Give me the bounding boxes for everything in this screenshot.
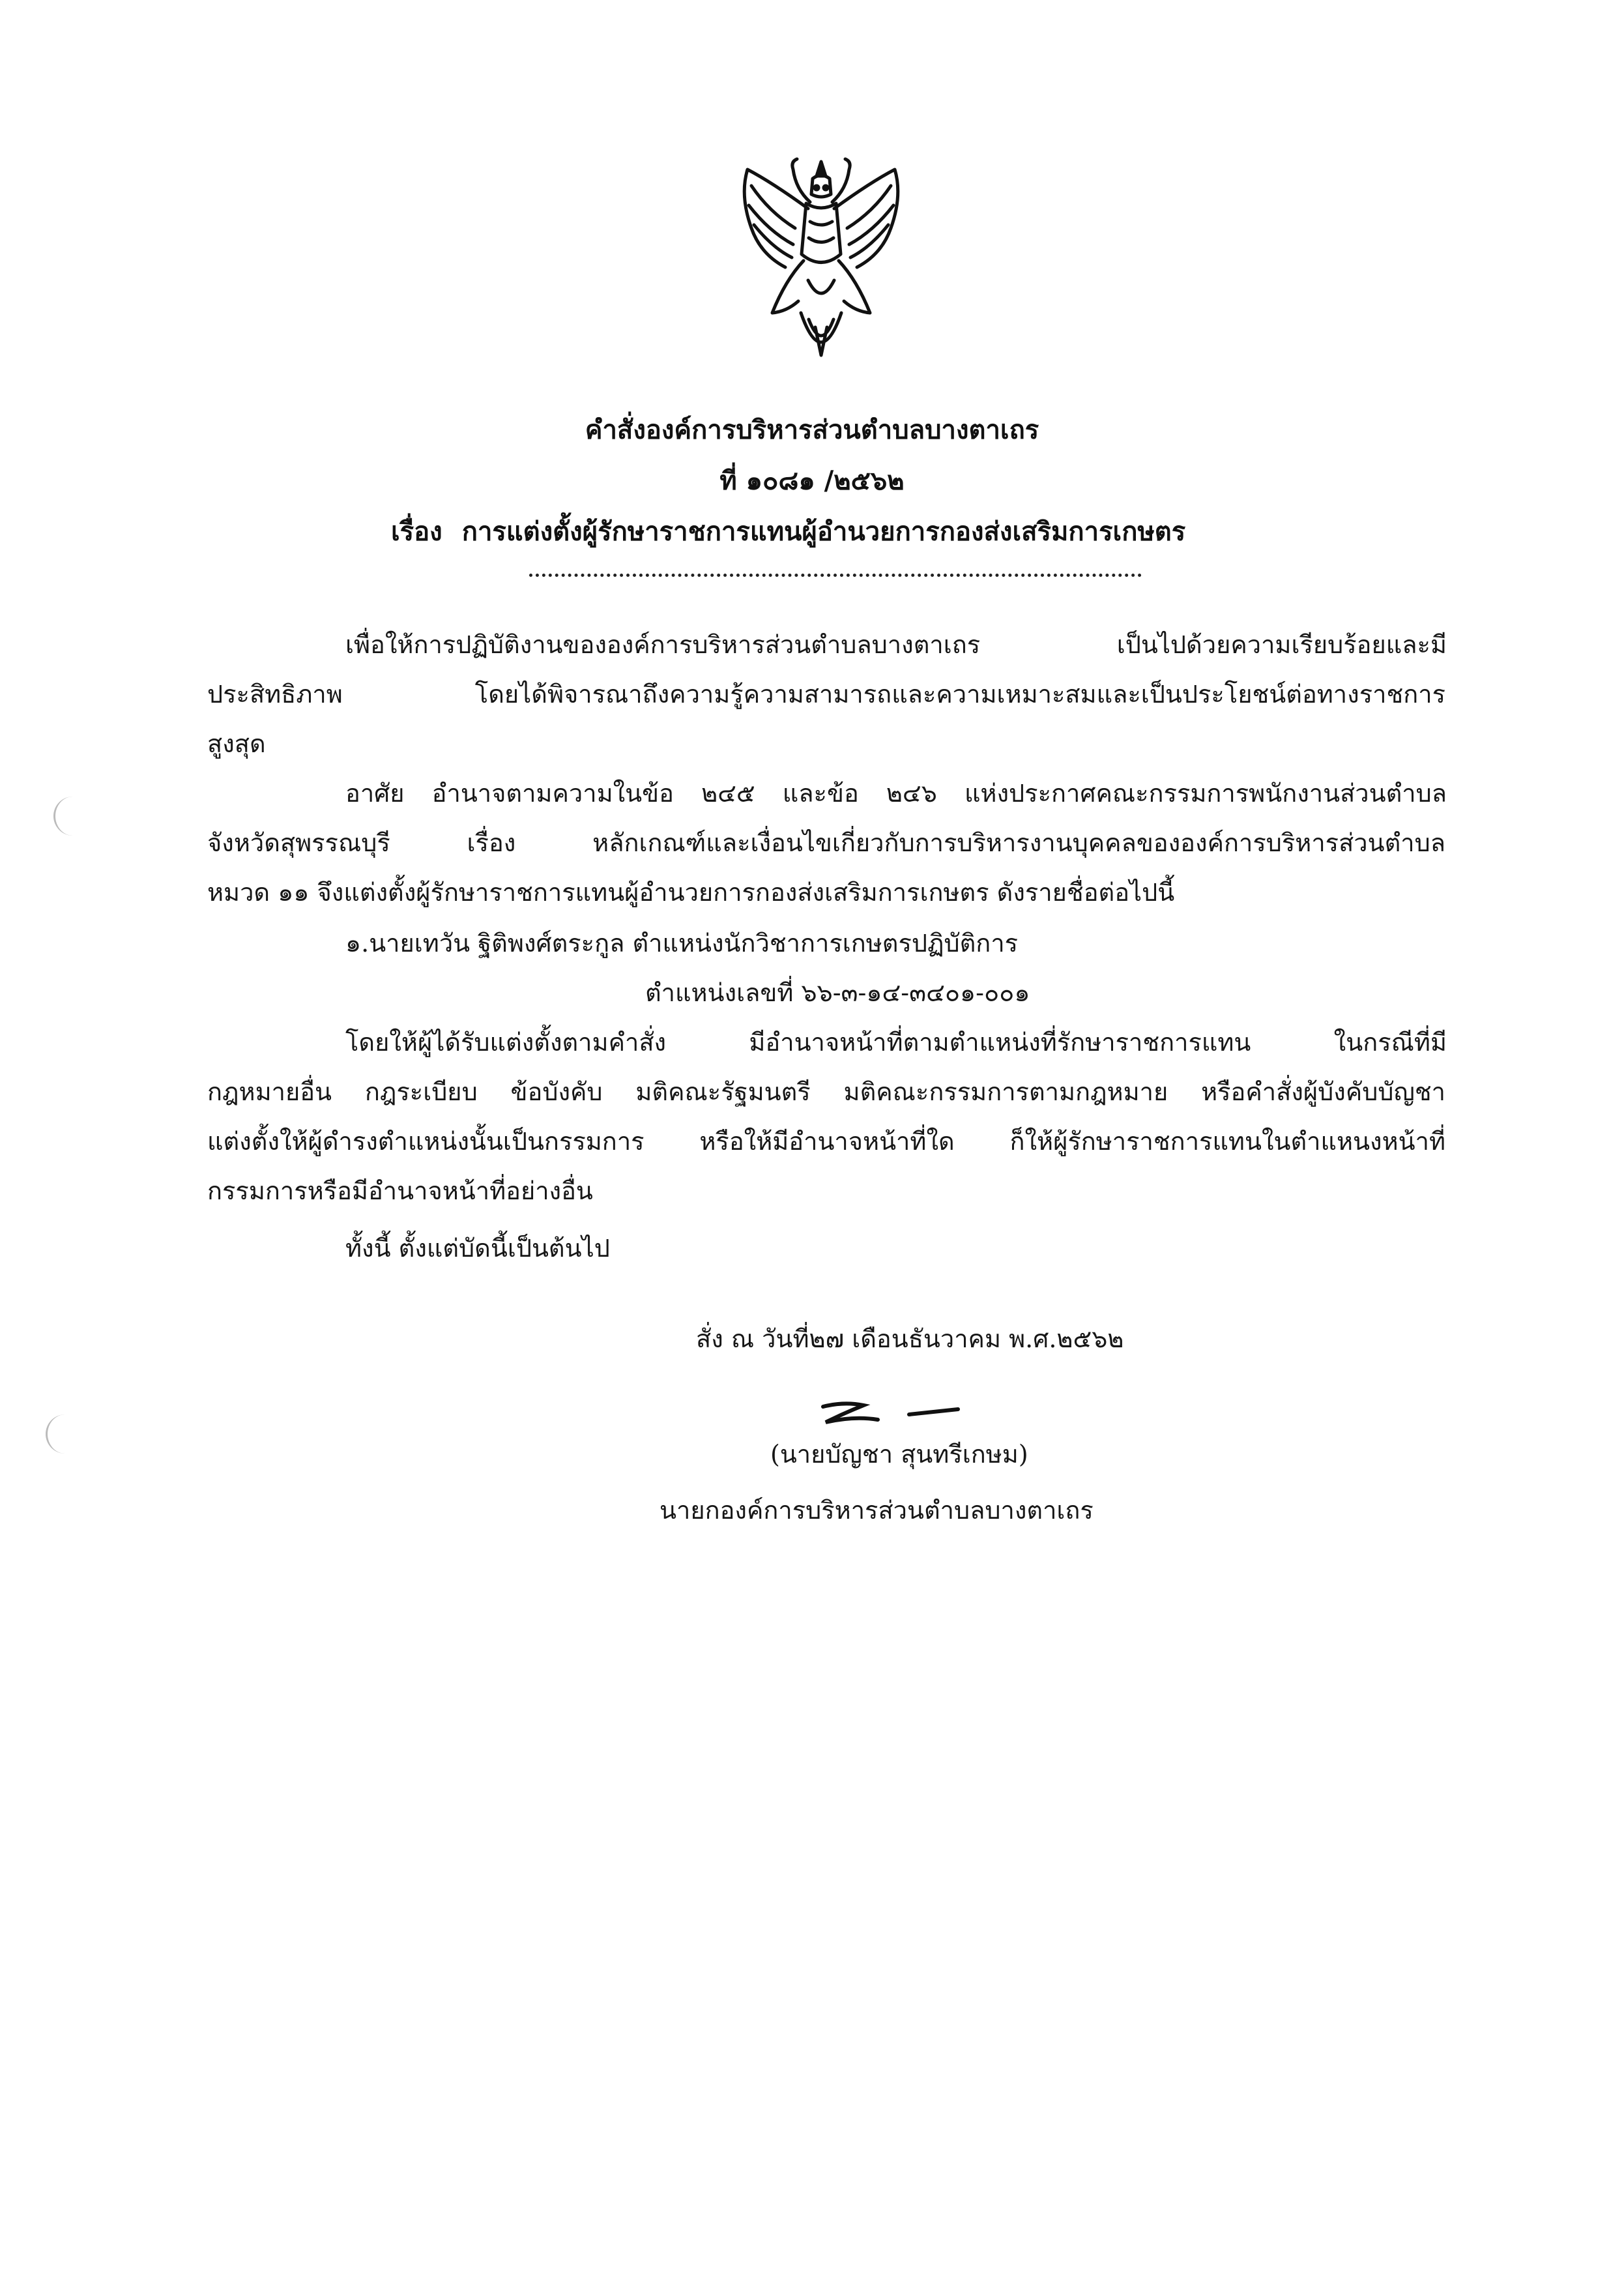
scan-mark (53, 797, 75, 836)
paragraph-3-line-2: กฎหมายอื่น กฎระเบียบ ข้อบังคับ มติคณะรัฐมนตรี มติคณะกรรมการตามกฎหมาย หรือคำสั่งผู้บังคับบัญชา (207, 1077, 1445, 1106)
signer-position: นายกองค์การบริหารส่วนตำบลบางตาเถร (660, 1496, 1094, 1525)
dotted-divider (529, 574, 1142, 577)
effective-line: ทั้งนี้ ตั้งแต่บัดนี้เป็นต้นไป (345, 1234, 610, 1263)
order-number: ที่ ๑๐๘๑ /๒๕๖๒ (719, 465, 905, 496)
garuda-emblem-icon (733, 156, 909, 372)
order-subject (391, 516, 1251, 547)
signer-name: (นายบัญชา สุนทรีเกษม) (770, 1440, 1028, 1469)
order-title: คำสั่งองค์การบริหารส่วนตำบลบางตาเถร (585, 415, 1039, 445)
scan-mark (46, 1414, 67, 1454)
appointee-line: ๑.นายเทวัน ฐิติพงศ์ตระกูล ตำแหน่งนักวิชาการเกษตรปฏิบัติการ (345, 929, 1019, 958)
paragraph-3-line-3: แต่งตั้งให้ผู้ดำรงตำแหน่งนั้นเป็นกรรมการ หรือให้มีอำนาจหน้าที่ใด ก็ให้ผู้รักษาราชการแทนในตำแหนงหน้าที่ (207, 1127, 1445, 1156)
position-number-line: ตำแหน่งเลขที่ ๖๖-๓-๑๔-๓๔๐๑-๐๐๑ (645, 978, 1030, 1007)
paragraph-1-line-3: สูงสุด (207, 729, 266, 758)
paragraph-1-line-1: เพื่อให้การปฏิบัติงานขององค์การบริหารส่วนตำบลบางตาเถร เป็นไปด้วยความเรียบร้อยและมี (345, 630, 1447, 659)
subject-label: เรื่อง (391, 516, 442, 547)
paragraph-1-line-2: ประสิทธิภาพ โดยได้พิจารณาถึงความรู้ความสามารถและความเหมาะสมและเป็นประโยชน์ต่อทางราชการ (207, 680, 1445, 709)
paragraph-2-line-3: หมวด ๑๑ จึงแต่งตั้งผู้รักษาราชการแทนผู้อำนวยการกองส่งเสริมการเกษตร ดังรายชื่อต่อไปนี้ (207, 878, 1175, 907)
handwritten-signature (818, 1394, 968, 1433)
paragraph-3-line-4: กรรมการหรือมีอำนาจหน้าที่อย่างอื่น (207, 1177, 593, 1205)
paragraph-2-line-2: จังหวัดสุพรรณบุรี เรื่อง หลักเกณฑ์และเงื่อนไขเกี่ยวกับการบริหารงานบุคคลขององค์การบริหารส่วนตำบล (207, 828, 1445, 857)
subject-text: การแต่งตั้งผู้รักษาราชการแทนผู้อำนวยการกองส่งเสริมการเกษตร (461, 516, 1186, 547)
order-date-line: สั่ง ณ วันที่๒๗ เดือนธันวาคม พ.ศ.๒๕๖๒ (696, 1325, 1124, 1353)
paragraph-2-line-1: อาศัย อำนาจตามความในข้อ ๒๔๕ และข้อ ๒๔๖ แห่งประกาศคณะกรรมการพนักงานส่วนตำบล (345, 779, 1447, 808)
paragraph-3-line-1: โดยให้ผู้ได้รับแต่งตั้งตามคำสั่ง มีอำนาจหน้าที่ตามตำแหน่งที่รักษาราชการแทน ในกรณีที่มี (345, 1028, 1447, 1057)
